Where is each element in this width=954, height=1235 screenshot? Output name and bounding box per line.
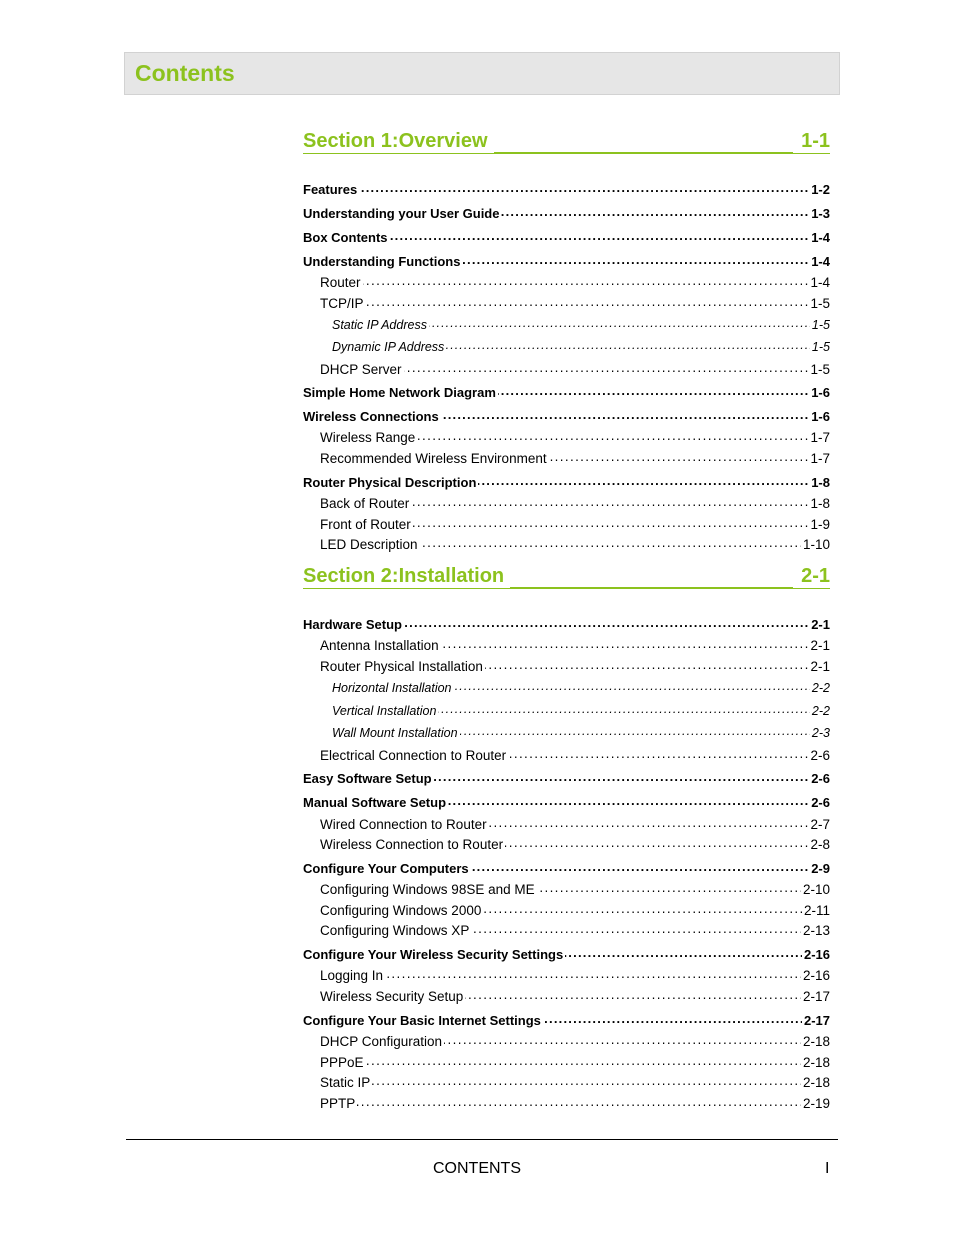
toc-entry-label: LED Description — [320, 537, 418, 552]
toc-entry[interactable] — [303, 637, 830, 655]
toc-entry-label: Recommended Wireless Environment — [320, 451, 547, 466]
toc-entry-page: 1-3 — [811, 206, 830, 221]
toc-entry-page: 2-13 — [802, 923, 830, 938]
toc-entry-page: 1-10 — [802, 537, 830, 552]
toc-entry-label: Wall Mount Installation — [332, 726, 458, 740]
toc-entry-page: 1-2 — [811, 182, 830, 197]
footer-label: CONTENTS — [433, 1160, 521, 1177]
toc-entry[interactable] — [303, 229, 830, 247]
toc-entry-page: 1-5 — [810, 296, 830, 311]
section-2 — [303, 565, 830, 1111]
toc-entry-page: 1-4 — [811, 254, 830, 269]
toc-entry-label: Wireless Range — [320, 430, 416, 445]
toc-entry[interactable] — [303, 408, 830, 426]
section-title: Section 2:Installation — [303, 565, 510, 588]
toc-entry-page: 1-7 — [810, 451, 830, 466]
toc-entry-page: 2-2 — [811, 704, 830, 718]
toc-entry-label: Features — [303, 182, 358, 197]
toc-entry-page: 2-17 — [803, 1013, 830, 1028]
toc-entry-label: Box Contents — [303, 230, 388, 245]
toc-entry-page: 2-10 — [802, 882, 830, 897]
toc-entry-page: 2-2 — [811, 681, 830, 695]
toc-entry-page: 2-6 — [811, 795, 830, 810]
toc-entry[interactable] — [303, 881, 830, 899]
section-heading[interactable] — [303, 565, 830, 595]
toc-entry-label: Manual Software Setup — [303, 795, 447, 810]
toc-entry-label: Dynamic IP Address — [332, 340, 445, 354]
section-title: Section 1:Overview — [303, 130, 494, 153]
toc-entry-page: 2-16 — [803, 947, 830, 962]
toc-entry-page: 1-9 — [810, 517, 830, 532]
toc-entry[interactable] — [303, 770, 830, 788]
toc-entry-page: 2-17 — [802, 989, 830, 1004]
toc-entry-label: Understanding your User Guide — [303, 206, 500, 221]
toc-entry-page: 2-3 — [811, 726, 830, 740]
toc-entry-label: Configuring Windows XP — [320, 923, 470, 938]
toc-entry-label: Horizontal Installation — [332, 681, 452, 695]
toc-entry-page: 1-8 — [810, 496, 830, 511]
toc-entry-label: PPPoE — [320, 1055, 364, 1070]
toc-entry-label: Electrical Connection to Router — [320, 748, 507, 763]
toc-entry[interactable] — [303, 1095, 830, 1113]
toc-entry[interactable] — [303, 181, 830, 199]
toc-entry[interactable] — [303, 658, 830, 676]
toc-entry[interactable] — [303, 679, 830, 697]
toc-entry[interactable] — [303, 902, 830, 920]
toc-entry-label: Antenna Installation — [320, 638, 439, 653]
toc-entry[interactable] — [303, 967, 830, 985]
toc-entry[interactable] — [303, 450, 830, 468]
toc-entry[interactable] — [303, 1012, 830, 1030]
toc-entry-label: Back of Router — [320, 496, 410, 511]
toc-entry-label: DHCP Server — [320, 362, 402, 377]
toc-entry-page: 2-6 — [810, 748, 830, 763]
toc-entry-label: Configuring Windows 2000 — [320, 903, 482, 918]
toc-entry[interactable] — [303, 495, 830, 513]
toc-entry[interactable] — [303, 816, 830, 834]
toc-entry[interactable] — [303, 922, 830, 940]
toc-entry-page: 2-7 — [810, 817, 830, 832]
toc-entry-page: 2-16 — [802, 968, 830, 983]
toc-entry-page: 2-1 — [811, 617, 830, 632]
toc-entry[interactable] — [303, 295, 830, 313]
toc-entry-page: 1-4 — [810, 275, 830, 290]
toc-entry-page: 1-6 — [811, 409, 830, 424]
toc-entry[interactable] — [303, 474, 830, 492]
toc-entry-label: Router Physical Description — [303, 475, 477, 490]
toc-entry-label: Configure Your Wireless Security Settings — [303, 947, 564, 962]
toc-entry-page: 2-11 — [803, 903, 830, 918]
toc-entry-page: 1-6 — [811, 385, 830, 400]
toc-entry-label: Configure Your Basic Internet Settings — [303, 1013, 541, 1028]
toc-entry[interactable] — [303, 616, 830, 634]
toc-entry-label: Configure Your Computers — [303, 861, 469, 876]
toc-entry-label: Logging In — [320, 968, 384, 983]
toc-entry-page: 2-19 — [802, 1096, 830, 1111]
toc-entry-page: 2-1 — [810, 659, 830, 674]
toc-entry[interactable] — [303, 747, 830, 765]
toc-entry[interactable] — [303, 536, 830, 554]
toc-entry[interactable] — [303, 274, 830, 292]
section-page-number: 2-1 — [793, 565, 830, 588]
toc-entry-page: 2-8 — [810, 837, 830, 852]
toc-entry[interactable] — [303, 384, 830, 402]
section-1 — [303, 130, 830, 552]
toc-entry-label: Wireless Connection to Router — [320, 837, 504, 852]
toc-entry-page: 2-6 — [811, 771, 830, 786]
toc-entry-page: 1-5 — [811, 340, 830, 354]
toc-entry[interactable] — [303, 836, 830, 854]
toc-entry[interactable] — [303, 316, 830, 334]
toc-entry-label: Wireless Security Setup — [320, 989, 464, 1004]
section-page-number: 1-1 — [793, 130, 830, 153]
toc-entry-page: 2-18 — [802, 1055, 830, 1070]
toc-entry-page: 1-4 — [811, 230, 830, 245]
toc-entry-page: 2-9 — [811, 861, 830, 876]
footer-divider — [126, 1139, 838, 1140]
toc-entry-label: Wireless Connections — [303, 409, 439, 424]
contents-banner — [124, 52, 840, 95]
toc-entry-label: Configuring Windows 98SE and ME — [320, 882, 535, 897]
toc-entry-page: 1-5 — [811, 318, 830, 332]
toc-entry[interactable] — [303, 361, 830, 379]
toc-entry-label: TCP/IP — [320, 296, 364, 311]
toc-entry-label: Static IP — [320, 1075, 371, 1090]
toc-entry-label: Wired Connection to Router — [320, 817, 487, 832]
toc-entry-page: 1-8 — [811, 475, 830, 490]
toc-entry[interactable] — [303, 429, 830, 447]
section-heading[interactable] — [303, 130, 830, 160]
footer-page-number: I — [825, 1160, 830, 1177]
toc-entry-label: Vertical Installation — [332, 704, 437, 718]
toc-entry-label: Front of Router — [320, 517, 411, 532]
toc-entry-label: Understanding Functions — [303, 254, 461, 269]
toc-entry[interactable] — [303, 1054, 830, 1072]
toc-entry[interactable] — [303, 338, 830, 356]
toc-entry[interactable] — [303, 702, 830, 720]
toc-entry-page: 1-5 — [810, 362, 830, 377]
toc-entry[interactable] — [303, 1074, 830, 1092]
toc-entry[interactable] — [303, 860, 830, 878]
toc-entry[interactable] — [303, 988, 830, 1006]
toc-entry[interactable] — [303, 946, 830, 964]
toc-entry-label: Easy Software Setup — [303, 771, 432, 786]
page-title: Contents — [135, 60, 235, 86]
toc-entry-label: Simple Home Network Diagram — [303, 385, 496, 400]
toc-entry-page: 2-18 — [802, 1075, 830, 1090]
toc-entry[interactable] — [303, 724, 830, 742]
toc-entry-page: 1-7 — [810, 430, 830, 445]
toc-entry-label: Static IP Address — [332, 318, 427, 332]
toc-entry-label: DHCP Configuration — [320, 1034, 443, 1049]
toc-entry-label: Router Physical Installation — [320, 659, 483, 674]
toc-entry-page: 2-18 — [802, 1034, 830, 1049]
toc-entry[interactable] — [303, 1033, 830, 1051]
toc-entry-label: Hardware Setup — [303, 617, 402, 632]
toc-entry[interactable] — [303, 794, 830, 812]
toc-entry[interactable] — [303, 516, 830, 534]
toc-entry[interactable] — [303, 205, 830, 223]
toc-entry-page: 2-1 — [810, 638, 830, 653]
toc-entry-label: PPTP — [320, 1096, 356, 1111]
toc-entry-label: Router — [320, 275, 361, 290]
toc-entry[interactable] — [303, 253, 830, 271]
